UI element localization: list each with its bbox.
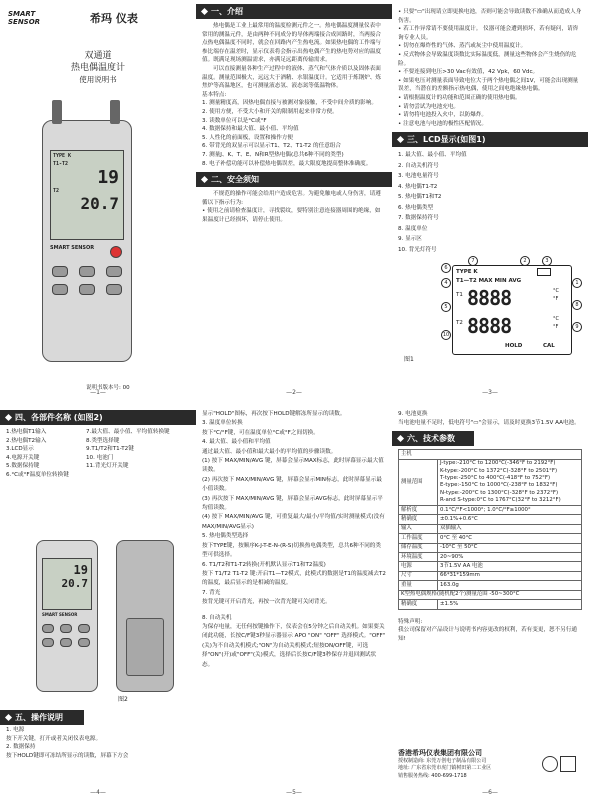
page-operation: [196, 400, 392, 800]
meter-button: [60, 624, 72, 633]
callout-7: 7: [468, 256, 478, 266]
feature-item: 2. 使用方便，不受大小和开关的限制用起来非常方便。: [202, 108, 338, 115]
part-item: 3.LCD显示: [6, 446, 34, 453]
note-item: • 请勿尝试为电池充电。: [398, 103, 460, 110]
company-info: 香港希玛仪表集团有限公司 授权制造商: 东莞万创电子制品有限公司 地址: 广东省东莞市虎门镇树田第二工业区 销售服务热线: 400-699-1718: [398, 749, 492, 779]
probe-t2-plug: [110, 100, 120, 124]
lcd-diagram: TYPE K T1—T2 MAX MIN AVG T1 8888 °C °F T2 8888 °C °F HOLD CAL: [452, 265, 572, 355]
note-item: • 注意电池与电池的极性匹配情况。: [398, 120, 487, 127]
spec-table: [398, 449, 582, 609]
part-item: 11.背光灯开关键: [86, 463, 129, 470]
lcd-item: 3. 电池电量符号: [398, 173, 439, 180]
callout-8: 8: [572, 300, 582, 310]
operation-text: 1. 电源 按下开关键，打开或者关闭仪表电源。 2. 数据保持 按下HOLD键即可冻结所显示的读数，屏幕下方会: [6, 727, 129, 759]
note-item: • 反式物体会导致温度读数比实际温度低，测量这些物体会产生烧伤的危险。: [398, 51, 577, 67]
diamond-icon: [397, 136, 404, 143]
battery-icon: [537, 268, 551, 276]
meter-button: [79, 266, 95, 277]
section-heading: 四、各部件名称 (如图2): [0, 410, 196, 425]
lcd-item: 9. 显示区: [398, 236, 422, 243]
battery-door: [126, 618, 164, 676]
meter-button: [78, 638, 90, 647]
meter-button: [42, 624, 54, 633]
callout-2: 2: [520, 256, 530, 266]
part-item: 2.热电偶T2输入: [6, 437, 47, 444]
section-heading: 二、安全须知: [196, 172, 392, 187]
lcd-item: 4. 热电偶T1-T2: [398, 183, 438, 190]
page-intro: [196, 0, 392, 400]
diamond-icon: [201, 176, 208, 183]
smart-sensor-logo: SMART SENSOR: [8, 10, 41, 26]
lcd-item: 10. 背光灯符号: [398, 246, 437, 253]
meter-button: [106, 266, 122, 277]
table-row: 解析度 0.1°C/°F<1000°; 1.0°C/°F≥1000°: [399, 506, 582, 515]
note-item: • 请勿将电池投入火中，以防爆炸。: [398, 112, 487, 119]
feature-item: 1. 测量精度高，因热电偶直接与被测对象接触，不受中间介质的影响。: [202, 100, 377, 107]
safety-notes: [392, 8, 588, 128]
table-row: 电源 3节1.5V AA 电池: [399, 562, 582, 571]
callout-4: 4: [441, 278, 451, 288]
operation-steps: 显示"HOLD"图标，再次按下HOLD键解冻所显示的读数。 3. 温度单位转换 按下°C/°F键，可在温度单位°C或°F之间切换。 4. 最大值、最小值和平均值 通过最大值、最小值和最大最小的平均值的步骤读数。 (1) 按下 MAX/MIN/AVG 键，屏幕会显示MAX标志，此时屏幕显示最大值读数。 (2) 再次按下 MAX/MIN/AVG 键，屏幕会显示MIN标志，此时屏幕显示最小值读数。 (3) 再次按下 MAX/MIN/AVG 键，屏幕会显示AVG标志，此时屏幕显示平均值读数。 (4) 按下 MAX/MIN/AVG 键，可重复最大/最小/平均值/实时测量模式(没有MAX/MIN/AVG显示) 5. 热电偶类型选择 按下TYPE键，按顺序K-J-T-E-N-(R-S)切换热电偶类型，总共6种不同的类型可供选择。 6. T1/T2和T1-T2转换(开机默认显示T1和T2温度) 按下 T1/T2 T1-T2 键:开启T1—T2模式，此模式的数据是T1的温度减去T2的温度，最后显示的是相减的温度。 7. 背光 按背光键可开启背光，再按一次背光键可关闭背光。 8. 自动关机 为保存电量，无任何按键操作下，仪表会在5分钟之后自动关机。如果要关闭此功能，长按C/F键3秒显示器显示 APO "ON" "OFF" 选择模式。"OFF"(关)为不自动关机模式;"ON"为自动关机模式;短按ON/OFF键，可选择"ON"(开)或"OFF"(关)模式，选择后长按C/F键3秒保存并退回测试状态。: [202, 411, 386, 668]
feature-item: 6. 带背光的双显示可以显示T1、T2、T1-T2 的任意组合: [202, 143, 341, 150]
lcd-item-list: [392, 150, 588, 255]
brand-name: 希玛 仪表: [90, 12, 138, 25]
table-row: K型热电偶规格(随机配2个)测量范围 -50~300°C: [399, 590, 582, 599]
note-item: • 切勿在爆炸性的气体、蒸汽或灰尘中使用温度计。: [398, 43, 527, 50]
version-number: 说明书版本号: 00: [86, 385, 130, 391]
part-item: 7.最大值、最小值、平均值转换键: [86, 429, 170, 435]
lcd-item: 1. 最大值、最小值、平均值: [398, 152, 467, 159]
table-row: 精确度 ±1.5%: [399, 600, 582, 609]
note-item: • 请根据温度计的功能和范围正确的使用热电偶。: [398, 94, 521, 101]
table-row: 环境温度 20~90%: [399, 553, 582, 562]
meter-button: [78, 624, 90, 633]
meter-lcd: TYPE K T1-T2 19 T2 20.7: [50, 150, 124, 240]
feature-item: 3. 读数单位可以是°C或°F: [202, 117, 267, 124]
note-item: • 只要"▭"出现请立即更换电池，否则可能会导致读数不准确从而造成人身伤害。: [398, 9, 582, 24]
probe-t1-plug: [52, 100, 62, 124]
intro-text: 热电偶是工业上最常用的温度检测元件之一。热电偶温度测量仪表中常用的测温元件，是由两种不同成分的导体两端接合成回路时，当两接合点热电偶温度不同时，就会在回路内产生热电流。如果热电偶的工作端与参比端存在温差时，显示仪表将会指示出热电偶产生的热电势对应的温度值。既满足现场测温需求，亦满足远距离传输需求。 可以直接测量各种生产过程中的液体、蒸气和气体介质以及固体表面温度。测量范围极大，远远大于酒精、水银温度计。它适用于炼钢炉、炼焦炉等高温地区，也可测量液态氢、液态氮等低温物体。 基本特点: 1. 测量精度高，因热电偶直接与被测对象接触，不受中间介质的影响。 2. 使用方便，不受大小和开关的限制用起来非常方便。 3. 读数单位可以是°C或°F 4. 数据保持和最大值、最小值、平均值 5. 人性化的前面板，设置和操作方便 6. 带背光的双显示可以显示T1、T2、T1-T2 的任意组合 7. 测量J、K、T、E、N和R型热电偶(总共6种不同的类型) 8. 电子补偿功能可以补偿热电偶误差，最大限度地提高整体准确度。: [196, 22, 392, 168]
page-lcd: [392, 0, 588, 400]
qr-code-icon: [560, 756, 576, 772]
safety-text: 不规范的操作可能会给用户造成危害。为避免触电或人身伤害，请遵循以下指示行为: • 使用之前请检查温度计，寻找裂纹，要特别注意连接器周围的绝缘，如果温度计已经损坏，请停止使用。: [202, 191, 381, 223]
table-row: 工作温度 0°C 至 40°C: [399, 534, 582, 543]
table-row: 输入 双插输入: [399, 524, 582, 533]
page-number: —5—: [286, 789, 302, 796]
part-item: 6.°C或°F温度单位转换键: [6, 471, 69, 478]
feature-item: 5. 人性化的前面板，设置和操作方便: [202, 134, 294, 141]
table-row: 储存温度 -10°C 至 50°C: [399, 543, 582, 552]
part-item: 5.数据保持键: [6, 463, 40, 470]
part-item: 1.热电偶T1输入: [6, 429, 47, 435]
callout-10: 10: [442, 332, 450, 338]
callout-9: 9: [572, 322, 582, 332]
lcd-item: 8. 温度单位: [398, 225, 428, 232]
battery-replace: 9. 电池更换 当电池电量不足时，低电符号"▭"会显示，请及时更换3节1.5V AA电池。: [398, 411, 580, 426]
figure-label: 图2: [118, 696, 128, 703]
callout-6: 6: [441, 263, 451, 273]
page-number: —6—: [482, 789, 498, 796]
meter-front-lcd: 19 20.7: [42, 558, 92, 610]
lcd-item: 2. 自动关机符号: [398, 162, 439, 169]
meter-button: [42, 638, 54, 647]
feature-item: 8. 电子补偿功能可以补偿热电偶误差，最大限度地提高整体准确度。: [202, 160, 372, 167]
diamond-icon: [201, 8, 208, 15]
diamond-icon: [397, 435, 404, 442]
part-item: 10. 电池门: [86, 454, 114, 461]
meter-button: [52, 266, 68, 277]
certification-icon: [542, 756, 558, 772]
lcd-item: 6. 热电偶类型: [398, 204, 434, 211]
page-number: —2—: [286, 389, 302, 396]
table-row: 主机: [399, 450, 582, 459]
diamond-icon: [5, 714, 12, 721]
table-row: 重量 163.0g: [399, 581, 582, 590]
page-number: —4—: [90, 789, 106, 796]
callout-1: 1: [572, 278, 582, 288]
callout-5: 5: [441, 302, 451, 312]
page-specs: [392, 400, 588, 800]
callout-3: 3: [542, 256, 552, 266]
figure-label: 图1: [404, 356, 414, 363]
meter-button: [52, 284, 68, 295]
page-cover: SMART SENSOR 希玛 仪表 双通道 热电偶温度计 使用说明书 TYPE K T1-T2 19 T2 20.7 SMART SENSOR 说明书版本号: 00 —1—: [0, 0, 196, 400]
feature-item: 4. 数据保持和最大值、最小值、平均值: [202, 126, 299, 133]
diamond-icon: [5, 414, 12, 421]
parts-list: [0, 428, 196, 480]
feature-item: 7. 测量J、K、T、E、N和R型热电偶(总共6种不同的类型): [202, 151, 344, 158]
lcd-item: 5. 热电偶T1和T2: [398, 194, 442, 201]
part-item: 9.T1/T2和T1-T2键: [86, 446, 134, 453]
page-number: —1—: [90, 389, 106, 396]
part-item: 4.电源开关键: [6, 454, 40, 461]
section-heading: 三、LCD显示(如图1): [392, 132, 588, 147]
cover-title: 双通道 热电偶温度计 使用说明书: [70, 51, 125, 84]
note-item: • 不要连接到电压>30 Vac有效值，42 Vpk，60 Vdc。: [398, 69, 539, 76]
table-row: 尺寸 66*31*159mm: [399, 571, 582, 580]
power-button-icon: [110, 246, 122, 258]
meter-button: [106, 284, 122, 295]
lcd-item: 7. 数据保持符号: [398, 215, 439, 222]
special-notice: 特殊声明: 我公司保留对产品设计与说明书内容更改的权利，若有变更，恕不另行通知!: [398, 618, 578, 642]
part-item: 8.类型选择键: [86, 437, 120, 444]
section-heading: 六、技术参数: [392, 431, 474, 446]
table-row: 精确度 ±0.1%+0.6°C: [399, 515, 582, 524]
page-number: —3—: [482, 389, 498, 396]
page-parts: 四、各部件名称 (如图2) 1.热电偶T1输入 2.热电偶T2输入 3.LCD显示 4.电源开关键 5.数据保持键 6.°C或°F温度单位转换键 7.最大值、最小值、平均值转换键 8.类型选择键 9.T1/T2和T1-T2键 10. 电池门 11.背光灯开关键 19 20.7 SMART SENSOR 图2 五、操作说明 1. 电源 按下开关键，打开或者关闭仪表电源。 2. 数据保持 按下HOLD键即可冻结所显示的读数，屏幕下方会 —4—: [0, 400, 196, 800]
note-item: • 若工作异常请不要使用温度计。 仪器可能会遭到损坏，若有疑问，请咨询专业人员。: [398, 26, 579, 41]
meter-button: [60, 638, 72, 647]
section-heading: 五、操作说明: [0, 710, 84, 725]
note-item: • 如果电压对测量表面导致电位大于两个热电偶之间1V，可能会出现测量误差，当潜在的差额指示热电偶，使用之间电绝缘热电偶。: [398, 77, 579, 93]
meter-button: [79, 284, 95, 295]
section-heading: 一、介绍: [196, 4, 392, 19]
table-row: 测量范围 J-type:-210°C to 1200°C(-346°F to 2192°F) K-type:-200°C to 1372°C(-328°F to 2501°F) T-type:-250°C to 400°C(-418°F to 752°F) E-type:-150°C to 1000°C(-238°F to 1832°F) N-type:-200°C to 1300°C(-328°F to 2372°F) R-and S-type:0°C to 1767°C(32°F to 3212°F): [399, 459, 582, 505]
